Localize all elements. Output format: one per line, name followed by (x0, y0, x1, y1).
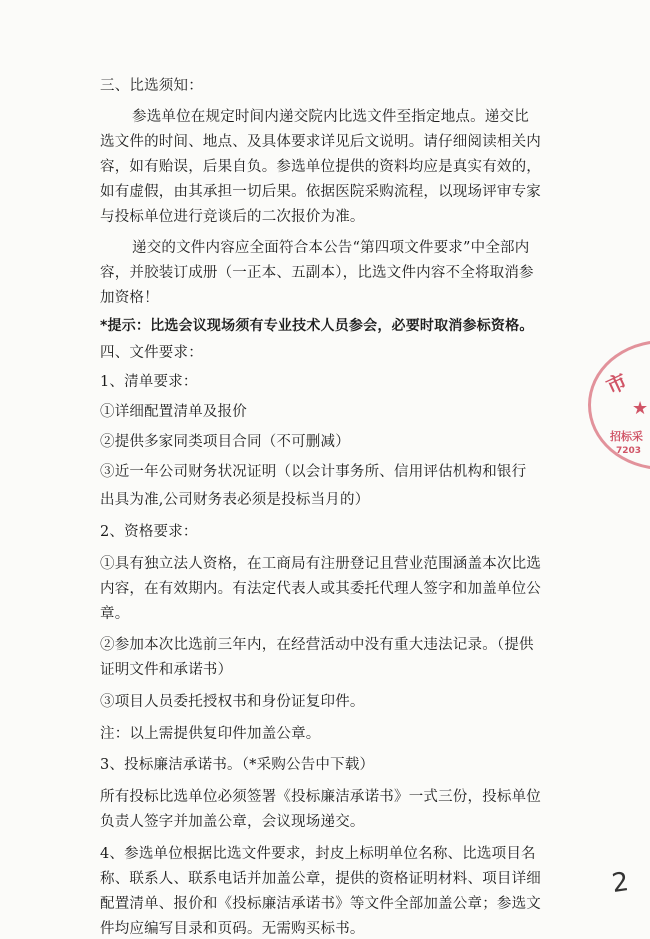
paragraph-line: 所有投标比选单位必须签署《投标廉洁承诺书》一式三份，投标单位 (100, 789, 541, 805)
paragraph-line: 容，如有贻误，后果自负。参选单位提供的资料均应是真实有效的， (100, 159, 541, 175)
list-item: ①详细配置清单及报价 (100, 404, 247, 420)
stamp-text: 7203 (616, 446, 642, 456)
subsection-heading: 3、投标廉洁承诺书。（*采购公告中下载） (100, 757, 375, 773)
section-four-heading: 四、文件要求： (100, 345, 203, 361)
list-item: ②提供多家同类项目合同（不可删减） (100, 434, 350, 450)
list-item-continued: 证明文件和承诺书） (100, 662, 233, 678)
list-item: ①具有独立法人资格，在工商局有注册登记且营业范围涵盖本次比选 (100, 556, 541, 572)
paragraph-line: 负责人签字并加盖公章，会议现场递交。 (100, 814, 365, 830)
paragraph-line: 容，并胶装订成册（一正本、五副本），比选文件内容不全将取消参 (100, 265, 534, 281)
paragraph-line: 选文件的时间、地点、及具体要求详见后文说明。请仔细阅读相关内 (100, 134, 541, 150)
subsection-heading: 1、清单要求： (100, 374, 198, 390)
stamp-text: 招标采 (610, 430, 643, 443)
stamp-text: 市 (602, 368, 631, 399)
paragraph-line: 与投标单位进行竞谈后的二次报价为准。 (100, 209, 365, 225)
list-item-continued: 内容，在有效期内。有法定代表人或其委托代理人签字和加盖单位公 (100, 581, 541, 597)
paragraph-line: 4、参选单位根据比选文件要求，封皮上标明单位名称、比选项目名 (100, 846, 536, 862)
paragraph-line: 配置清单、报价和《投标廉洁承诺书》等文件全部加盖公章；参选文 (100, 896, 541, 912)
paragraph-line: 递交的文件内容应全面符合本公告“第四项文件要求”中全部内 (132, 240, 530, 256)
paragraph-line: 称、联系人、联系电话并加盖公章，提供的资格证明材料、项目详细 (100, 871, 541, 887)
red-seal-stamp (588, 340, 650, 470)
paragraph-line: 参选单位在规定时间内递交院内比选文件至指定地点。递交比 (132, 109, 529, 125)
paragraph-line: 件均应编写目录和页码。无需购买标书。 (100, 921, 365, 937)
section-three-heading: 三、比选须知： (100, 78, 203, 94)
list-item-continued: 出具为准,公司财务表必须是投标当月的） (100, 492, 370, 508)
list-item-continued: 章。 (100, 606, 130, 622)
page-number: 2 (609, 866, 631, 900)
list-item: ③项目人员委托授权书和身份证复印件。 (100, 694, 365, 710)
note-line: 注：以上需提供复印件加盖公章。 (100, 726, 321, 742)
subsection-heading: 2、资格要求： (100, 524, 198, 540)
paragraph-line: 如有虚假，由其承担一切后果。依据医院采购流程，以现场评审专家 (100, 184, 541, 200)
paragraph-line: 加资格！ (100, 290, 159, 306)
list-item: ③近一年公司财务状况证明（以会计事务所、信用评估机构和银行 (100, 464, 527, 480)
star-icon: ★ (632, 398, 649, 419)
list-item: ②参加本次比选前三年内，在经营活动中没有重大违法记录。（提供 (100, 637, 534, 653)
notice-bold-line: *提示：比选会议现场须有专业技术人员参会，必要时取消参标资格。 (100, 318, 534, 334)
